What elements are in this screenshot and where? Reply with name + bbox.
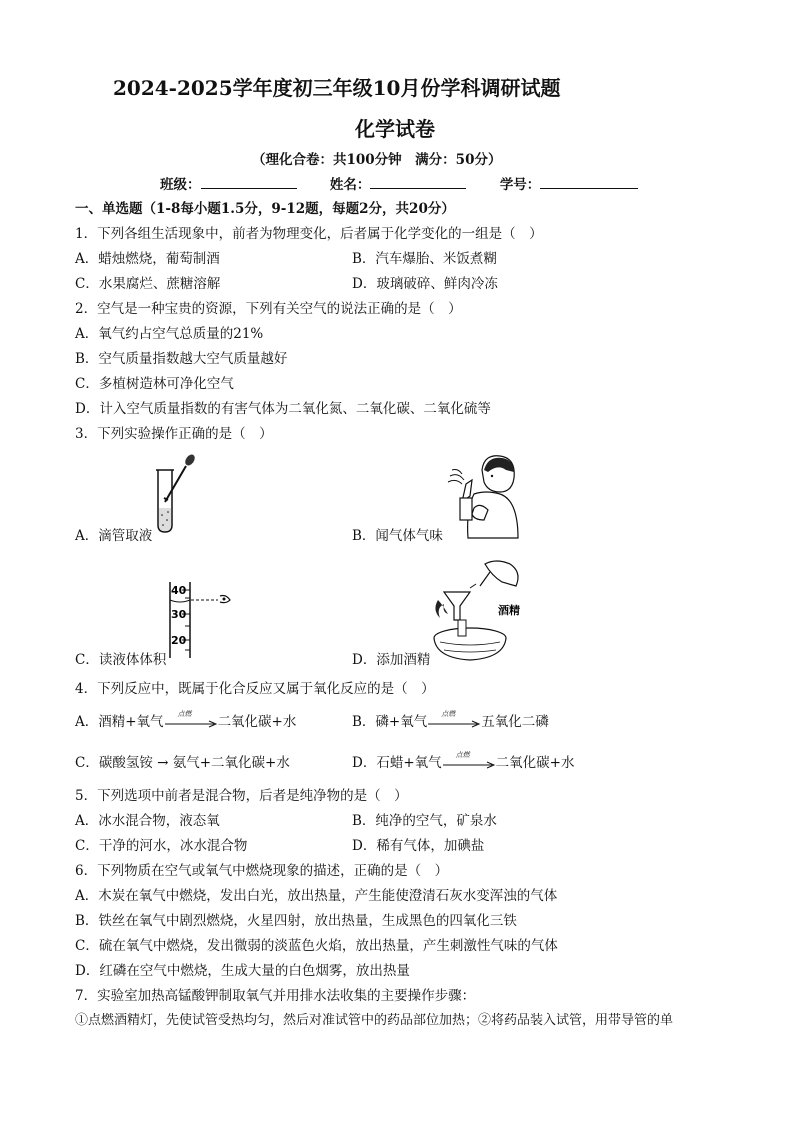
alcohol-bottle-label: 酒精: [498, 604, 520, 617]
graduated-cylinder-figure: [160, 580, 240, 660]
q4-c-left: C．碳酸氢铵: [75, 755, 153, 771]
q4-stem: 4．下列反应中，既属于化合反应又属于氧化反应的是（ ）: [75, 681, 435, 697]
reaction-condition: 点燃: [455, 750, 470, 759]
reaction-arrow: [427, 709, 481, 731]
q2-option-d: D．计入空气质量指数的有害气体为二氧化氮、二氧化碳、二氧化硫等: [75, 401, 491, 417]
reaction-arrow: [442, 750, 496, 772]
section-heading: 一、单选题（1-8每小题1.5分，9-12题，每题2分，共20分）: [75, 201, 455, 217]
q2-option-a: A．氧气约占空气总质量的21%: [75, 326, 264, 342]
exam-info: （理化合卷：共100分钟 满分：50分）: [252, 152, 502, 168]
cyl-tick-40: 40: [171, 584, 187, 597]
q5-option-d: D．稀有气体，加碘盐: [352, 838, 485, 854]
q4-d-left: D．石蜡+氧气: [352, 755, 442, 771]
short-arrow: →: [152, 755, 173, 771]
q4-c-right: 氨气+二氧化碳+水: [172, 755, 290, 771]
q4-a-right: 二氧化碳+水: [217, 714, 297, 730]
q4-d-right: 二氧化碳+水: [495, 755, 575, 771]
q3-option-c: C．读液体体积: [75, 652, 167, 668]
q5-option-b: B．纯净的空气，矿泉水: [352, 813, 497, 829]
q6-option-b: B．铁丝在氧气中剧烈燃烧，火星四射，放出热量，生成黑色的四氧化三铁: [75, 913, 517, 929]
q4-option-b: [352, 710, 549, 731]
class-label: 班级：: [160, 177, 201, 193]
q1-option-a: A．蜡烛燃烧，葡萄制酒: [75, 251, 220, 267]
q4-option-c: [75, 751, 290, 771]
q6-option-a: A．木炭在氧气中燃烧，发出白光，放出热量，产生能使澄清石灰水变浑浊的气体: [75, 888, 558, 904]
id-blank: [540, 174, 638, 189]
q3-option-a: A．滴管取液: [75, 528, 153, 544]
q4-a-left: A．酒精+氧气: [75, 714, 164, 730]
q6-option-d: D．红磷在空气中燃烧，生成大量的白色烟雾，放出热量: [75, 963, 410, 979]
q5-option-a: A．冰水混合物，液态氧: [75, 813, 220, 829]
cyl-tick-30: 30: [171, 608, 187, 621]
q1-option-b: B．汽车爆胎、米饭煮糊: [352, 251, 497, 267]
class-blank: [201, 174, 297, 189]
q4-option-a: [75, 710, 296, 731]
smelling-gas-figure: [444, 450, 524, 540]
q6-stem: 6．下列物质在空气或氧气中燃烧现象的描述，正确的是（ ）: [75, 863, 449, 879]
id-label: 学号：: [499, 177, 541, 193]
q7-stem: 7．实验室加热高锰酸钾制取氧气并用排水法收集的主要操作步骤：: [75, 988, 476, 1004]
q3-option-d: D．添加酒精: [352, 652, 431, 668]
q1-option-d: D．玻璃破碎、鲜肉冷冻: [352, 276, 498, 292]
q3-option-b: B．闻气体气味: [352, 528, 443, 544]
q4-b-left: B．磷+氧气: [352, 714, 428, 730]
q6-option-c: C．硫在氧气中燃烧，发出微弱的淡蓝色火焰，放出热量，产生刺激性气味的气体: [75, 938, 558, 954]
q5-option-c: C．干净的河水，冰水混合物: [75, 838, 248, 854]
q1-option-c: C．水果腐烂、蔗糖溶解: [75, 276, 221, 292]
name-label: 姓名：: [329, 177, 371, 193]
q5-stem: 5．下列选项中前者是混合物，后者是纯净物的是（ ）: [75, 788, 408, 804]
exam-title: 2024-2025学年度初三年级10月份学科调研试题: [113, 76, 561, 100]
reaction-condition: 点燃: [441, 709, 456, 718]
adding-alcohol-figure: [430, 556, 530, 666]
q2-option-c: C．多植树造林可净化空气: [75, 376, 234, 392]
reaction-condition: 点燃: [177, 709, 192, 718]
cyl-tick-20: 20: [171, 634, 187, 647]
q1-stem: 1．下列各组生活现象中，前者为物理变化，后者属于化学变化的一组是（ ）: [75, 226, 543, 242]
dropper-test-tube-figure: [148, 450, 208, 535]
q4-option-d: [352, 751, 574, 772]
q3-stem: 3．下列实验操作正确的是（ ）: [75, 426, 273, 442]
q4-b-right: 五氧化二磷: [481, 714, 549, 730]
name-blank: [370, 174, 466, 189]
q2-stem: 2．空气是一种宝贵的资源，下列有关空气的说法正确的是（ ）: [75, 301, 462, 317]
student-info-row: [160, 173, 638, 193]
reaction-arrow: [164, 709, 218, 731]
q7-steps-line: ①点燃酒精灯，先使试管受热均匀，然后对准试管中的药品部位加热；②将药品装入试管，用带导管的单: [75, 1013, 674, 1028]
q2-option-b: B．空气质量指数越大空气质量越好: [75, 351, 288, 367]
subject-title: 化学试卷: [355, 117, 435, 141]
